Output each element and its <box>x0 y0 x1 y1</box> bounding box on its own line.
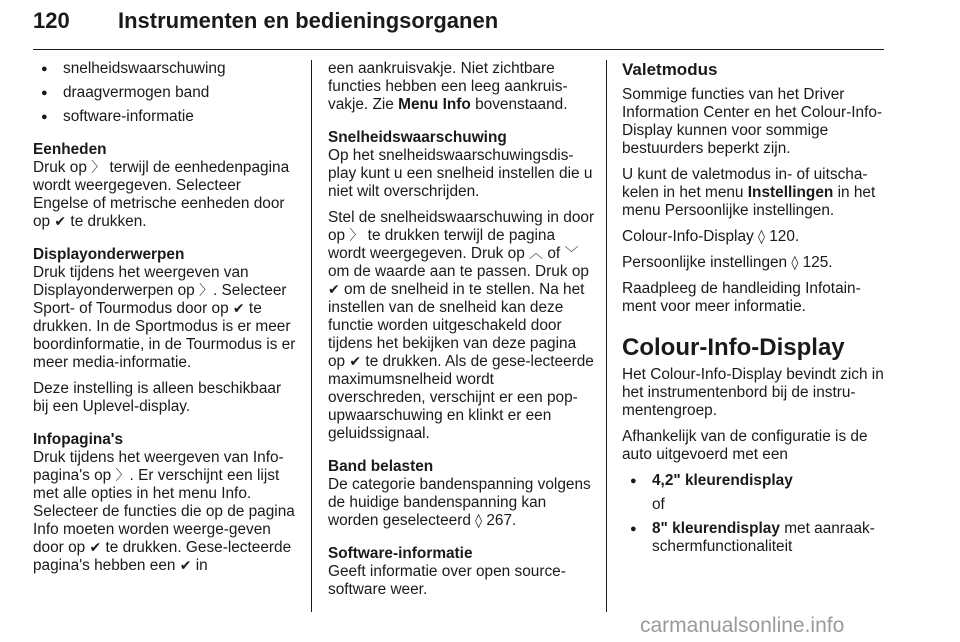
list-item: ● software-informatie <box>33 108 298 126</box>
paragraph: Druk op 〉 terwijl de eenhedenpagina wordt weergegeven. Selecteer Engelse of metrische eenheden door op ✔ te drukken. <box>33 159 290 230</box>
paragraph: Sommige functies van het Driver Information Center en het Colour-Info-Display kunnen voor sommige bestuurders beperkt zijn. <box>622 86 883 157</box>
check-icon: ✔ <box>179 558 192 574</box>
paragraph: Colour-Info-Display ◊ 120. <box>622 228 800 245</box>
section-heading-valet: Valetmodus <box>622 60 718 79</box>
column-divider-2 <box>606 60 607 612</box>
display-options-list <box>622 472 890 490</box>
section-heading-software: Software-informatie <box>328 545 473 562</box>
paragraph: Afhankelijk van de configuratie is de auto uitgevoerd met een <box>622 428 868 463</box>
display-options-list-2 <box>622 520 890 556</box>
paragraph: U kunt de valetmodus in- of uitscha-kelen in het menu Instellingen in het menu Persoonlijke instellingen. <box>622 166 876 219</box>
paragraph: Op het snelheidswaarschuwingsdis-play kunt u een snelheid instellen die u niet wilt overschrijden. <box>328 147 593 200</box>
section-heading-info: Infopagina's <box>33 431 124 448</box>
page-header <box>33 8 498 48</box>
paragraph: De categorie bandenspanning volgens de huidige bandenspanning kan worden geselecteerd ◊ 267. <box>328 476 591 529</box>
section-heading-speed: Snelheidswaarschuwing <box>328 129 507 146</box>
page-number: 120 <box>33 8 70 33</box>
column-1 <box>33 60 298 583</box>
paragraph: Het Colour-Info-Display bevindt zich in het instrumentenbord bij de instru-mentengroep. <box>622 366 884 419</box>
or-text: of <box>652 496 665 513</box>
check-icon: ✔ <box>349 354 362 370</box>
chevron-down-icon: ﹀ <box>564 246 579 262</box>
page-ref-icon: ◊ <box>791 255 799 271</box>
list-item: ● 8" kleurendisplay met aanraak-schermfunctionaliteit <box>622 520 890 556</box>
chevron-right-icon: 〉 <box>115 468 130 484</box>
paragraph: Geeft informatie over open source-software weer. <box>328 563 566 598</box>
paragraph: Stel de snelheidswaarschuwing in door op 〉 te drukken terwijl de pagina wordt weergegeven. Druk op ︿ of ﹀ om de waarde aan te passen. Druk op ✔ om de snelheid in te stellen. Na het instellen van de snelheid kan deze functie worden uitgeschakeld door tijdens het bekijken van deze pagina op ✔ te drukken. Als de gese-lecteerde maximumsnelheid wordt overschreden, verschijnt er een pop-upwaarschuwing en klinkt er een geluidssignaal. <box>328 209 595 442</box>
page-ref-icon: ◊ <box>758 229 765 245</box>
check-icon: ✔ <box>328 282 340 298</box>
chevron-up-icon: ︿ <box>529 246 544 262</box>
section-heading-cid: Colour-Info-Display <box>622 334 845 361</box>
page-title: Instrumenten en bedieningsorganen <box>118 8 499 33</box>
menu-info-ref: Menu Info <box>398 96 471 113</box>
paragraph: Deze instelling is alleen beschikbaar bij een Uplevel-display. <box>33 380 282 415</box>
chevron-right-icon: 〉 <box>349 228 364 244</box>
check-icon: ✔ <box>89 540 102 556</box>
list-item: ● 4,2" kleurendisplay <box>622 472 890 490</box>
paragraph: Persoonlijke instellingen ◊ 125. <box>622 254 833 271</box>
column-divider-1 <box>311 60 312 612</box>
section-heading-display: Displayonderwerpen <box>33 246 185 263</box>
column-2 <box>328 60 595 607</box>
header-divider <box>33 49 884 50</box>
watermark: carmanualsonline.info <box>640 614 845 637</box>
column-3 <box>622 60 890 571</box>
chevron-right-icon: 〉 <box>198 283 213 299</box>
bullet-list <box>33 60 298 126</box>
instellingen-ref: Instellingen <box>747 184 834 201</box>
paragraph: Raadpleeg de handleiding Infotain-ment voor meer informatie. <box>622 280 861 315</box>
list-item: ● snelheidswaarschuwing <box>33 60 298 78</box>
chevron-right-icon: 〉 <box>91 160 106 176</box>
page-ref-icon: ◊ <box>475 513 483 529</box>
section-heading-tyre: Band belasten <box>328 458 434 475</box>
section-heading-eenheden: Eenheden <box>33 141 107 158</box>
paragraph: Druk tijdens het weergeven van Displayonderwerpen op 〉. Selecteer Sport- of Tourmodus door op ✔ te drukken. In de Sportmodus is er meer boordinformatie, in de Tourmodus is er meer media-informatie. <box>33 264 296 371</box>
check-icon: ✔ <box>232 301 245 317</box>
check-icon: ✔ <box>54 214 67 230</box>
paragraph: Druk tijdens het weergeven van Info-pagina's op 〉. Er verschijnt een lijst met alle opties in het menu Info. Selecteer de functies die op de pagina Info moeten worden weerge-geven door op ✔ te drukken. Gese-lecteerde pagina's hebben een ✔ in <box>33 449 295 574</box>
list-item: ● draagvermogen band <box>33 84 298 102</box>
paragraph: een aankruisvakje. Niet zichtbare functies hebben een leeg aankruis-vakje. Zie Menu Info bovenstaand. <box>328 60 568 113</box>
